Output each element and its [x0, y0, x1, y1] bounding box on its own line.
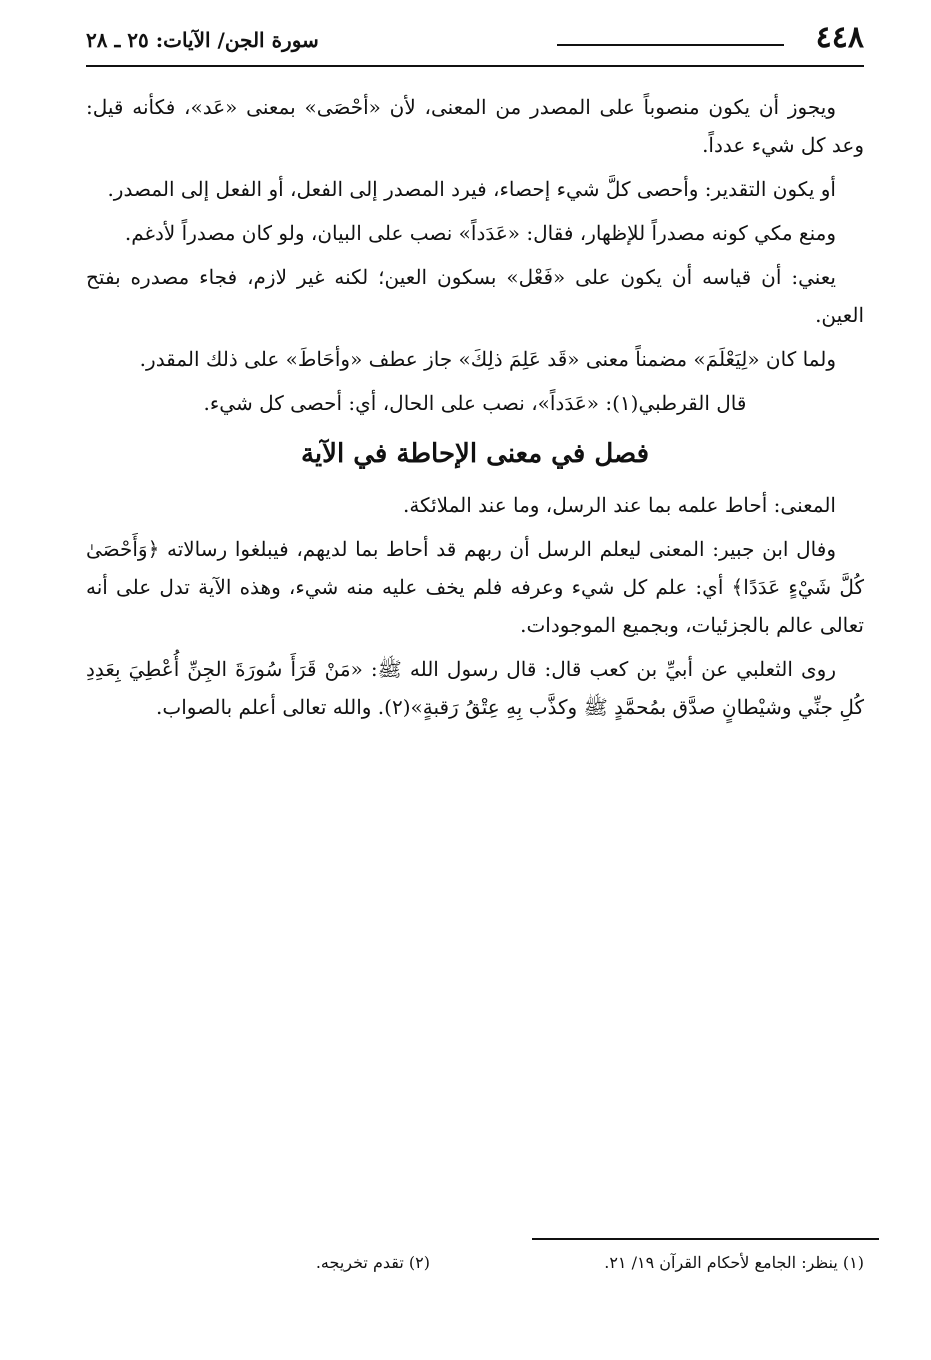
header-dash-line	[557, 44, 784, 46]
section-heading: فصل في معنى الإحاطة في الآية	[300, 439, 650, 469]
paragraph-6: قال القرطبي(١): «عَدَداً»، نصب على الحال، أي: أحصى كل شيء.	[203, 391, 747, 415]
running-head: سورة الجن/ الآيات: ٢٥ ـ ٢٨	[86, 28, 319, 52]
paragraph-2: أو يكون التقدير: وأحصى كلَّ شيء إحصاء، فيرد المصدر إلى الفعل، أو الفعل إلى المصدر.	[107, 177, 836, 201]
footnote-2: (٢) تقدم تخريجه.	[315, 1253, 430, 1272]
footnote-rule	[532, 1238, 879, 1240]
paragraph-1: ويجوز أن يكون منصوباً على المصدر من المعنى، لأن «أحْصَى» بمعنى «عَد»، فكأنه قيل: وعد كل شيء عدداً.	[86, 95, 864, 157]
footnotes	[86, 1248, 864, 1278]
section-paragraph-2: وفال ابن جبير: المعنى ليعلم الرسل أن ربهم قد أحاط بما لديهم، فيبلغوا رسالاته ﴿وَأَحْصَىٰ كُلَّ شَيْءٍ عَدَدًا﴾ أي: علم كل شيء وعرفه فلم يخف عليه منه شيء، وهذه الآية تدل على أنه تعالى عالم بالجزئيات، وبجميع الموجودات.	[86, 537, 864, 637]
page-number: ٤٤٨	[815, 20, 864, 55]
footnote-1: (١) ينظر: الجامع لأحكام القرآن ١٩/ ٢١.	[604, 1253, 864, 1272]
paragraph-3: ومنع مكي كونه مصدراً للإظهار، فقال: «عَدَداً» نصب على البيان، ولو كان مصدراً لأدغم.	[124, 221, 836, 245]
page-header	[86, 18, 864, 62]
header-rule	[86, 65, 864, 67]
paragraph-4: يعني: أن قياسه أن يكون على «فَعْل» بسكون العين؛ لكنه غير لازم، فجاء مصدره بفتح العين.	[86, 265, 864, 327]
section-paragraph-3: روى الثعلبي عن أبيِّ بن كعب قال: قال رسول الله ﷺ: «مَنْ قَرَأَ سُورَةَ الجِنِّ أُعْطِيَ بِعَدِدِ كُلِ جنِّي وشيْطانٍ صدَّق بمُحمَّدٍ ﷺ وكذَّب بِهِ عِتْقُ رَقبةٍ»(٢). والله تعالى أعلم بالصواب.	[86, 657, 864, 719]
section-paragraph-1: المعنى: أحاط علمه بما عند الرسل، وما عند الملائكة.	[402, 493, 836, 517]
paragraph-5: ولما كان «لِيَعْلَمَ» مضمناً معنى «قَد عَلِمَ ذلِكَ» جاز عطف «وأحَاطَ» على ذلك المقدر.	[139, 347, 836, 371]
main-text	[86, 88, 864, 732]
